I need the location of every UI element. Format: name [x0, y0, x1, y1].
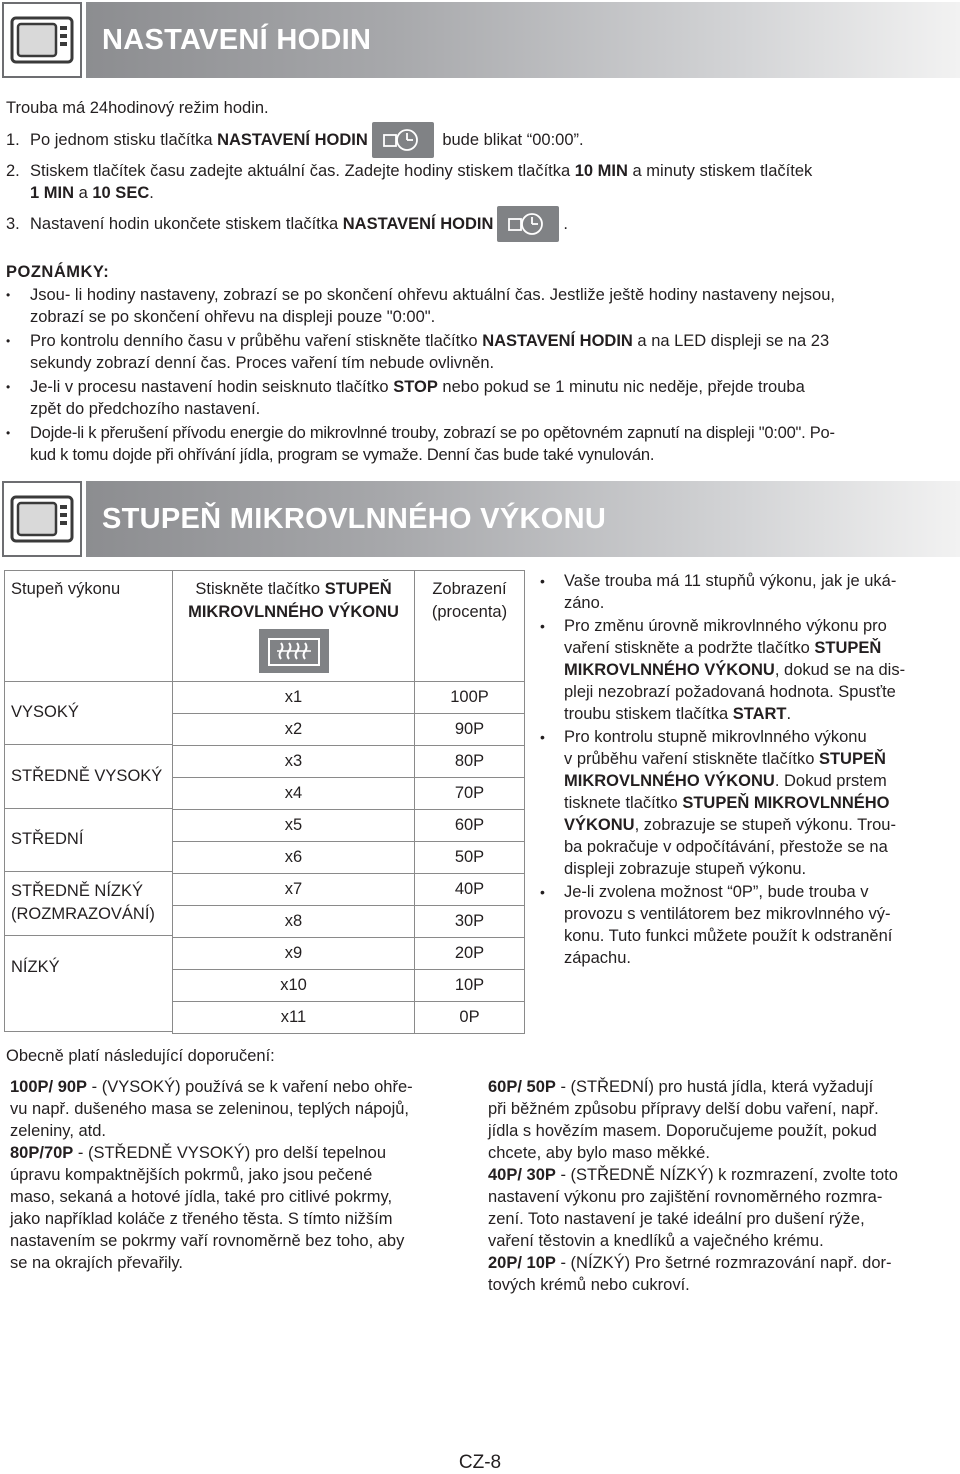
table-display-cell: 80P [414, 745, 525, 778]
table-display-cell: 60P [414, 809, 525, 842]
table-press-cell: x9 [172, 937, 415, 970]
page-number: CZ-8 [458, 1452, 502, 1473]
table-level-cell: VYSOKÝ [4, 681, 173, 745]
table-press-cell: x4 [172, 777, 415, 810]
step-number: 1. [6, 131, 20, 149]
table-press-cell: x2 [172, 713, 415, 746]
step-text: Po jednom stisku tlačítka NASTAVENÍ HODIN bude blikat “00:00”. [30, 129, 584, 152]
power-level-button-icon [259, 629, 329, 673]
table-display-cell: 0P [414, 1001, 525, 1034]
note-item: • Jsou- li hodiny nastaveny, zobrazí se po skončení ohřevu aktuální čas. Jestliže ještě hodiny nastaveny nejsou, zobrazí se po skončení ohřevu na displeji pouze "0:00". [6, 284, 958, 328]
microwave-icon [2, 481, 82, 557]
banner-bar [86, 2, 960, 78]
section-title: NASTAVENÍ HODIN [102, 24, 372, 56]
table-display-cell: 90P [414, 713, 525, 746]
power-note-item: • Je-li zvolena možnost “0P”, bude trouba v provozu s ventilátorem bez mikrovlnného vý- konu. Tuto funkci můžete použít k odstranění zápachu. [540, 881, 960, 969]
table-display-cell: 100P [414, 681, 525, 714]
table-display-cell: 50P [414, 841, 525, 874]
table-display-cell: 40P [414, 873, 525, 906]
note-item: • Pro kontrolu denního času v průběhu vaření stiskněte tlačítko NASTAVENÍ HODIN a na LED displeji se na 23 sekundy zobrazí denní čas. Proces vaření tím nebude ovlivněn. [6, 330, 958, 374]
table-press-cell: x3 [172, 745, 415, 778]
banner-bar [86, 481, 960, 557]
clock-button-icon [497, 206, 559, 242]
recommend-intro: Obecně platí následující doporučení: [6, 1047, 275, 1065]
section-banner-power [0, 479, 960, 559]
clock-button-icon [372, 122, 434, 158]
table-display-cell: 10P [414, 969, 525, 1002]
table-display-cell: 20P [414, 937, 525, 970]
note-item: • Je-li v procesu nastavení hodin seisknuto tlačítko STOP nebo pokud se 1 minutu nic neděje, přejde trouba zpět do předchozího nastavení. [6, 376, 958, 420]
step-text: Nastavení hodin ukončete stiskem tlačítka NASTAVENÍ HODIN . [30, 213, 568, 236]
table-press-cell: x6 [172, 841, 415, 874]
table-header-cell: Zobrazení (procenta) [414, 570, 525, 682]
table-press-cell: x8 [172, 905, 415, 938]
power-note-item: • Pro kontrolu stupně mikrovlnného výkonu v průběhu vaření stiskněte tlačítko STUPEŇ MIKROVLNNÉHO VÝKONU. Dokud prstem tisknete tlačítko STUPEŇ MIKROVLNNÉHO VÝKONU, zobrazuje se stupeň výkonu. Trou- ba pokračuje v odpočítávání, přestože se na displeji zobrazuje stupeň výkonu. [540, 726, 960, 880]
table-header-cell: Stiskněte tlačítko STUPEŇ MIKROVLNNÉHO VÝKONU [172, 570, 415, 682]
microwave-icon [2, 2, 82, 78]
recommend-left: 100P/ 90P - (VYSOKÝ) používá se k vaření nebo ohře- vu např. dušeného masa se zeleninou, teplých nápojů, zeleniny, atd. 80P/70P - (STŘEDNĚ VYSOKÝ) pro delší tepelnou úpravu kompaktnějších pokrmů, jako jsou pečené maso, sekaná a hotové jídla, také pro citlivé pokrmy, jako například koláče z třeného těsta. S tímto nižším nastavením se pokrmy vaří rovnoměrně bez toho, aby se na okrajích převařily. [10, 1078, 413, 1272]
table-press-cell: x10 [172, 969, 415, 1002]
table-display-cell: 70P [414, 777, 525, 810]
power-notes-list [540, 570, 960, 969]
section-title: STUPEŇ MIKROVLNNÉHO VÝKONU [102, 503, 607, 535]
table-level-cell: STŘEDNÍ [4, 808, 173, 872]
step-text: Stiskem tlačítek času zadejte aktuální čas. Zadejte hodiny stiskem tlačítka 10 MIN a minuty stiskem tlačítek [30, 162, 813, 180]
table-press-cell: x11 [172, 1001, 415, 1034]
table-level-cell: NÍZKÝ [4, 935, 173, 1032]
recommend-right: 60P/ 50P - (STŘEDNÍ) pro hustá jídla, která vyžadují při běžném způsobu přípravy delší dobu vaření, např. jídla s hovězím masem. Doporučujeme použít, pokud chcete, aby bylo maso měkké. 40P/ 30P - (STŘEDNĚ NÍZKÝ) k rozmrazení, zvolte toto nastavení výkonu pro zajištění rovnoměrného rozmra- zení. Toto nastavení je také ideální pro dušení rýže, vaření těstovin a knedlíků a vaječného krému. 20P/ 10P - (NÍZKÝ) Pro šetrné rozmrazování např. dor- tových krémů nebo cukroví. [488, 1078, 898, 1294]
table-level-cell: STŘEDNĚ NÍZKÝ (ROZMRAZOVÁNÍ) [4, 871, 173, 936]
table-header-cell: Stupeň výkonu [4, 570, 173, 682]
table-press-cell: x1 [172, 681, 415, 714]
table-display-cell: 30P [414, 905, 525, 938]
power-note-item: • Vaše trouba má 11 stupňů výkonu, jak je uká- záno. [540, 570, 960, 614]
table-press-cell: x5 [172, 809, 415, 842]
step-number: 2. [6, 162, 20, 180]
table-level-cell: STŘEDNĚ VYSOKÝ [4, 744, 173, 809]
notes-title: POZNÁMKY: [6, 263, 110, 281]
step-text-cont: 1 MIN a 10 SEC. [30, 184, 154, 202]
step-number: 3. [6, 215, 20, 233]
section-banner-clock [0, 0, 960, 80]
intro-text: Trouba má 24hodinový režim hodin. [6, 99, 269, 117]
table-press-cell: x7 [172, 873, 415, 906]
power-note-item: • Pro změnu úrovně mikrovlnného výkonu pro vaření stiskněte a podržte tlačítko STUPEŇ MIKROVLNNÉHO VÝKONU, dokud se na dis- pleji nezobrazí požadovaná hodnota. Spusťte troubu stiskem tlačítka START. [540, 615, 960, 725]
notes-list [6, 284, 958, 466]
note-item: • Dojde-li k přerušení přívodu energie do mikrovlnné trouby, zobrazí se po opětovném zapnutí na displeji "0:00". Po- kud k tomu dojde při ohřívání jídla, program se vymaže. Denní čas bude také vynulován. [6, 422, 958, 466]
